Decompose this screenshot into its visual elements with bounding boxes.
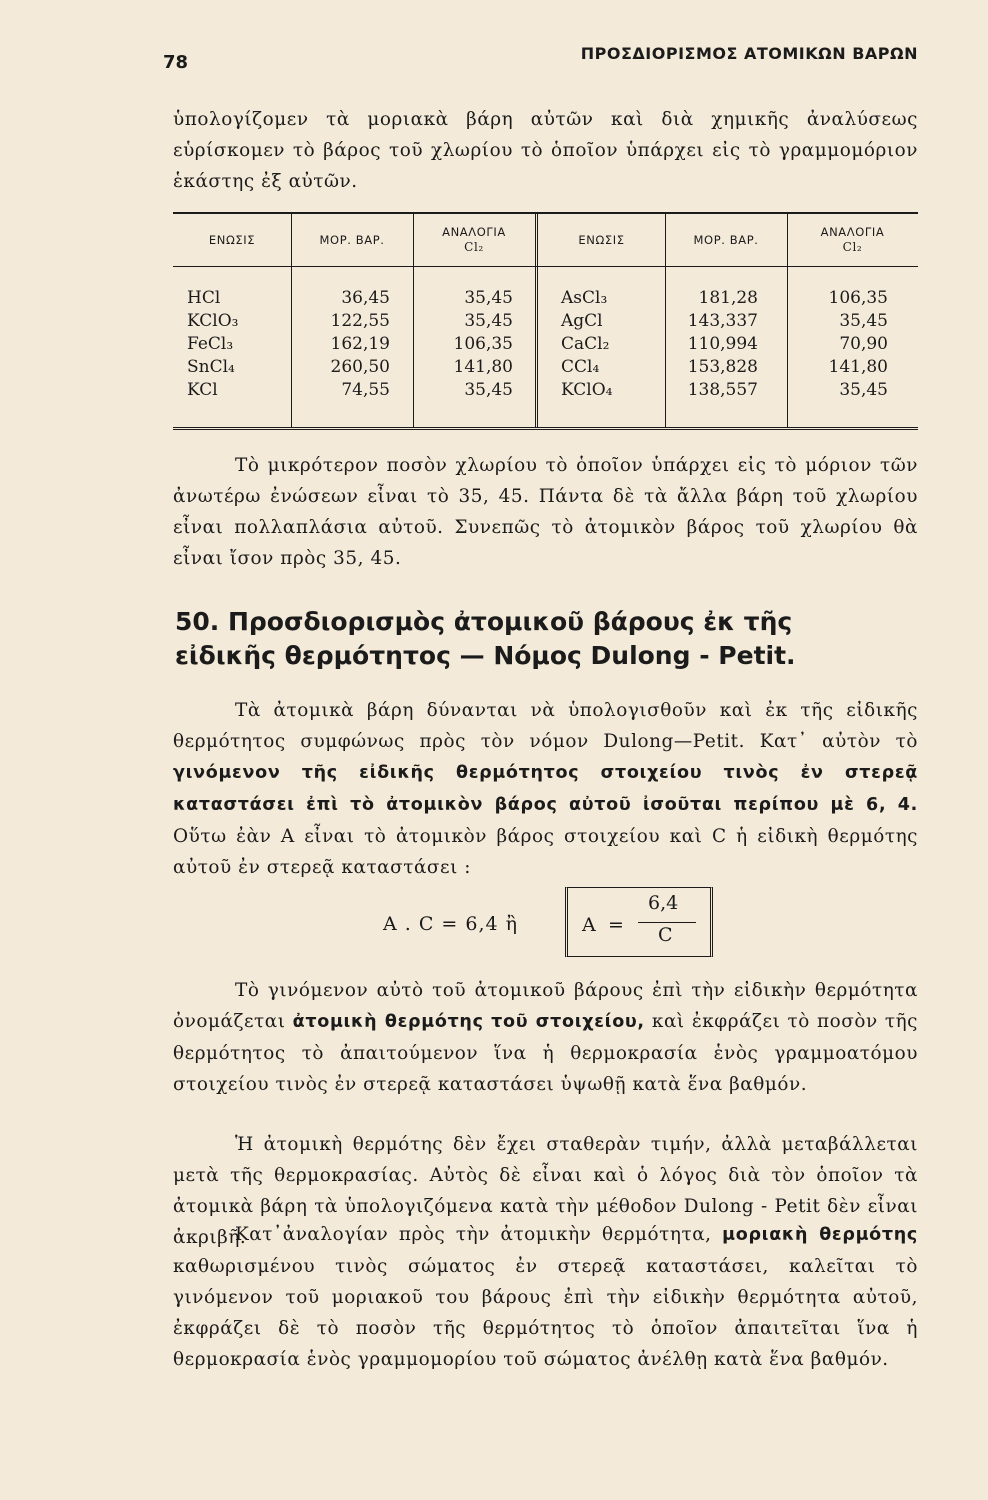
header-molar-weight-2: ΜΟΡ. ΒΑΡ. (693, 232, 759, 247)
running-header: ΠΡΟΣΔΙΟΡΙΣΜΟΣ ΑΤΟΜΙΚΩΝ ΒΑΡΩΝ (580, 44, 918, 63)
table-row: KCl 74,55 35,45 KClO₄ 138,557 35,45 (187, 380, 888, 400)
formula-inline: A . C = 6,4 ἢ (383, 913, 519, 935)
table-body (173, 288, 918, 403)
fraction-denominator: C (658, 924, 673, 946)
page-number: 78 (163, 52, 189, 73)
header-ratio-2: ΑΝΑΛΟΓΙΑ Cl₂ (820, 225, 885, 254)
formula-boxed: A = 6,4 C (565, 887, 713, 957)
paragraph-dulong-petit: Τὰ ἀτομικὰ βάρη δύνανται νὰ ὑπολογισθοῦν καὶ ἐκ τῆς εἰδικῆς θερμότητος συμφώνως πρὸς τὸν νόμον Dulong—Petit. Κατ᾽ αὐτὸν τὸ γινόμενον τῆς εἰδικῆς θερμότητος στοιχείου τινὸς ἐν στερεᾷ καταστάσει ἐπὶ τὸ ἀτομικὸν βάρος αὐτοῦ ἰσοῦται περίπου μὲ 6, 4. Οὕτω ἐὰν A εἶναι τὸ ἀτομικὸν βάρος στοιχείου καὶ C ἡ εἰδικὴ θερμότης αὐτοῦ ἐν στερεᾷ καταστάσει : (173, 700, 918, 878)
section-heading: 50. Προσδιορισμὸς ἀτομικοῦ βάρους ἐκ τῆς εἰδικῆς θερμότητος — Νόμος Dulong - Petit. (175, 607, 796, 670)
term-molar-heat: μοριακὴ θερμότης (722, 1225, 918, 1245)
law-statement: γινόμενον τῆς εἰδικῆς θερμότητος στοιχείου τινὸς ἐν στερεᾷ καταστάσει ἐπὶ τὸ ἀτομικὸν βάρος αὐτοῦ ἰσοῦται περίπου μὲ 6, 4. (173, 763, 918, 815)
header-molar-weight: ΜΟΡ. ΒΑΡ. (319, 232, 385, 247)
term-atomic-heat: ἀτομικὴ θερμότης τοῦ στοιχείου, (292, 1012, 645, 1032)
chlorine-table (173, 212, 918, 430)
paragraph-atomic-heat: Τὸ γινόμενον αὐτὸ τοῦ ἀτομικοῦ βάρους ἐπὶ τὴν εἰδικὴν θερμότητα ὀνομάζεται ἀτομικὴ θερμότης τοῦ στοιχείου, καὶ ἐκφράζει τὸ ποσὸν τῆς θερμότητος τὸ ἀπαιτούμενον ἵνα ἡ θερμοκρασία ἑνὸς γραμμοατόμου στοιχείου τινὸς ἐν στερεᾷ καταστάσει ὑψωθῇ κατὰ ἕνα βαθμόν. (173, 980, 918, 1095)
intro-paragraph: ὑπολογίζομεν τὰ μοριακὰ βάρη αὐτῶν καὶ διὰ χημικῆς ἀναλύσεως εὑρίσκομεν τὸ βάρος τοῦ χλωρίου τὸ ὁποῖον ὑπάρχει εἰς τὸ γραμμομόριον ἑκάστης ἐξ αὐτῶν. (173, 109, 918, 192)
paragraph-smallest-chlorine: Τὸ μικρότερον ποσὸν χλωρίου τὸ ὁποῖον ὑπάρχει εἰς τὸ μόριον τῶν ἀνωτέρω ἐνώσεων εἶναι τὸ 35, 45. Πάντα δὲ τὰ ἄλλα βάρη τοῦ χλωρίου εἶναι πολλαπλάσια αὐτοῦ. Συνεπῶς τὸ ἀτομικὸν βάρος τοῦ χλωρίου θὰ εἶναι ἴσον πρὸς 35, 45. (173, 455, 918, 569)
table-row: HCl 36,45 35,45 AsCl₃ 181,28 106,35 (187, 288, 888, 308)
table-row: SnCl₄ 260,50 141,80 CCl₄ 153,828 141,80 (187, 357, 888, 377)
paragraph-variation: Ἡ ἀτομικὴ θερμότης δὲν ἔχει σταθερὰν τιμήν, ἀλλὰ μεταβάλλεται μετὰ τῆς θερμοκρασίας. Αὐτὸς δὲ εἶναι καὶ ὁ λόγος διὰ τὸν ὁποῖον τὰ ἀτομικὰ βάρη τὰ ὑπολογιζόμενα κατὰ τὴν μέθοδον Dulong - Petit δὲν εἶναι ἀκριβῆ. (173, 1134, 918, 1248)
header-ratio: ΑΝΑΛΟΓΙΑ Cl₂ (442, 225, 506, 254)
paragraph-molar-heat: Κατ᾽ἀναλογίαν πρὸς τὴν ἀτομικὴν θερμότητα, μοριακὴ θερμότης καθωρισμένου τινὸς σώματος ἐν στερεᾷ καταστάσει, καλεῖται τὸ γινόμενον τοῦ μοριακοῦ του βάρους ἐπὶ τὴν εἰδικὴν θερμότητα αὐτοῦ, ἐκφράζει δὲ τὸ ποσὸν τῆς θερμότητος τὸ ὁποῖον ἀπαιτεῖται ἵνα ἡ θερμοκρασία ἑνὸς γραμμομορίου τοῦ σώματος ἀνέλθῃ κατὰ ἕνα βαθμόν. (173, 1224, 918, 1370)
fraction-bar (638, 922, 696, 923)
header-compound: ΕΝΩΣΙΣ (208, 232, 256, 247)
table-row: FeCl₃ 162,19 106,35 CaCl₂ 110,994 70,90 (187, 334, 888, 354)
header-compound-2: ΕΝΩΣΙΣ (578, 232, 625, 247)
table-row: KClO₃ 122,55 35,45 AgCl 143,337 35,45 (187, 311, 888, 331)
fraction-numerator: 6,4 (648, 892, 679, 914)
